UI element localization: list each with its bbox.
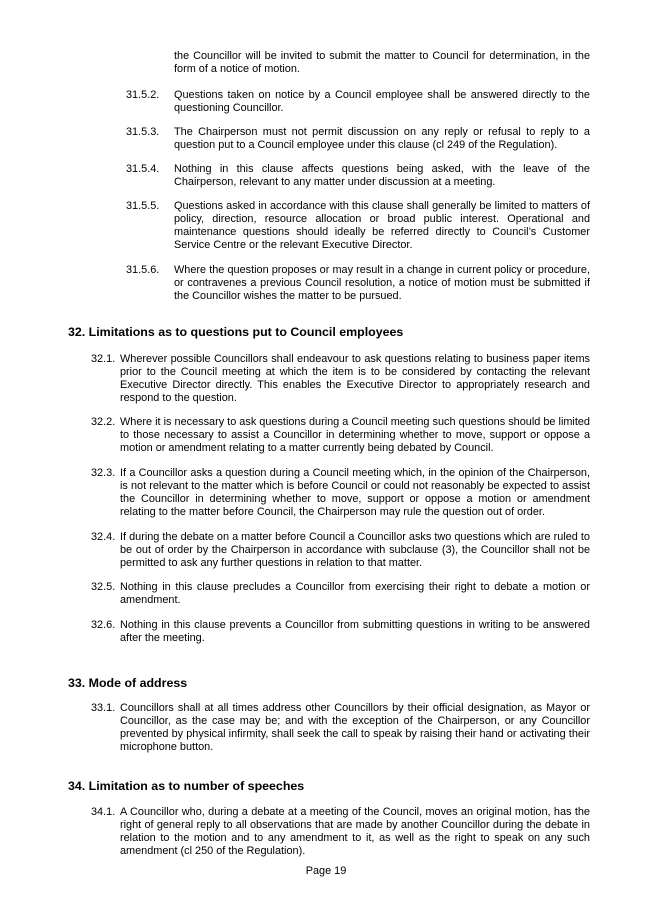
clause-text: Councillors shall at all times address other Councillors by their official designation, as Mayor or Councillor, as the case may be; and with the exception of the Chairperson, or any Councillor prevented by physical infirmity, shall seek the call to speak by raising their hand or activating their microphone button. [120,702,590,753]
clause-number: 32.4. [91,531,116,543]
clause-text: Questions asked in accordance with this clause shall generally be limited to matters of policy, direction, resource allocation or broad public interest. Operational and maintenance questions should ideally be referred directly to Council’s Customer Service Centre or the relevant Executive Director. [174,200,590,251]
page-number: Page 19 [305,865,347,877]
clause-text: A Councillor who, during a debate at a meeting of the Council, moves an original motion, has the right of general reply to all observations that are made by another Councillor during the debate in relation to the motion and to any amendment to it, as well as the right to speak on any such amendment (cl 250 of the Regulation). [120,806,590,857]
clause-number: 31.5.5. [126,200,160,212]
clause-number: 34.1. [91,806,116,818]
clause-number: 32.5. [91,581,116,593]
clause-text: The Chairperson must not permit discussion on any reply or refusal to reply to a question put to a Council employee under this clause (cl 249 of the Regulation). [174,126,590,151]
section-heading-32: 32. Limitations as to questions put to Council employees [68,325,404,339]
clause-number: 33.1. [91,702,116,714]
clause-text: Questions taken on notice by a Council employee shall be answered directly to the questioning Councillor. [174,89,590,114]
clause-number: 31.5.6. [126,264,160,276]
clause-number: 31.5.2. [126,89,160,101]
clause-text: Wherever possible Councillors shall endeavour to ask questions relating to business paper items prior to the Council meeting at which the item is to be considered by contacting the relevant Executive Director directly. This enables the Executive Director to appropriately research and respond to the question. [120,353,590,404]
clause-number: 32.6. [91,619,116,631]
continuation-text: the Councillor will be invited to submit the matter to Council for determination, in the form of a notice of motion. [174,50,590,75]
section-heading-33: 33. Mode of address [68,676,188,690]
clause-text: If during the debate on a matter before Council a Councillor asks two questions which are ruled to be out of order by the Chairperson in accordance with subclause (3), the Councillor shall not be permitted to ask any further questions in relation to that matter. [120,531,590,569]
clause-text: Nothing in this clause prevents a Councillor from submitting questions in writing to be answered after the meeting. [120,619,590,644]
clause-text: Where it is necessary to ask questions during a Council meeting such questions should be limited to those necessary to assist a Councillor in determining whether to move, support or oppose a motion or amendment relating to a matter currently being debated by Council. [120,416,590,454]
clause-number: 32.3. [91,467,116,479]
clause-number: 32.1. [91,353,116,365]
clause-text: If a Councillor asks a question during a Council meeting which, in the opinion of the Chairperson, is not relevant to the matter which is before Council or could not reasonably be expected to assist the Councillor in determining whether to move, support or oppose a motion or amendment relating to the matter before Council, the Chairperson may rule the question out of order. [120,467,590,518]
section-heading-34: 34. Limitation as to number of speeches [68,779,305,793]
clause-number: 32.2. [91,416,116,428]
clause-text: Nothing in this clause affects questions being asked, with the leave of the Chairperson, relevant to any matter under discussion at a meeting. [174,163,590,188]
clause-number: 31.5.3. [126,126,160,138]
clause-text: Where the question proposes or may result in a change in current policy or procedure, or contravenes a previous Council resolution, a notice of motion must be submitted if the Councillor wishes the matter to be pursued. [174,264,590,302]
clause-number: 31.5.4. [126,163,160,175]
clause-text: Nothing in this clause precludes a Councillor from exercising their right to debate a motion or amendment. [120,581,590,606]
